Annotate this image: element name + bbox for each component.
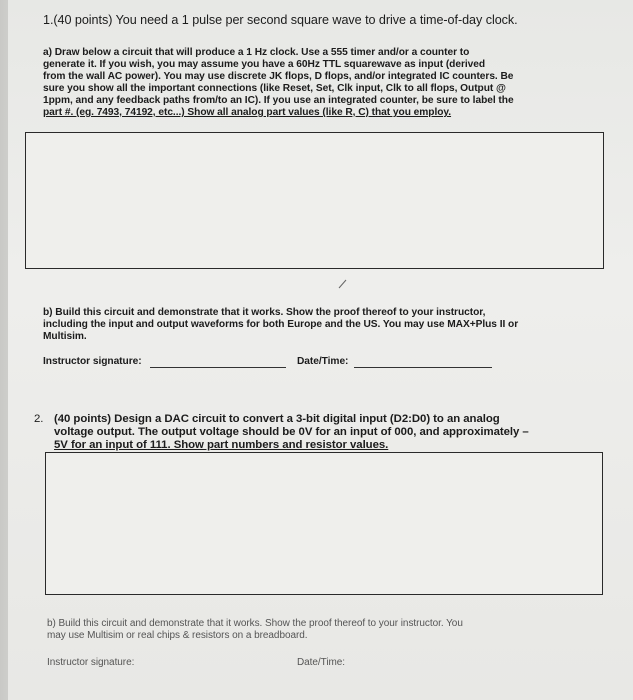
q1-part-a-line: a) Draw below a circuit that will produce a 1 Hz clock. Use a 555 timer and/or a counter to xyxy=(43,47,470,58)
q2-date-label: Date/Time: xyxy=(297,657,346,668)
q2-answer-box[interactable] xyxy=(45,452,603,595)
q1-date-line[interactable] xyxy=(354,367,492,368)
question-1-title: 1.(40 points) You need a 1 pulse per second square wave to drive a time-of-day clock. xyxy=(43,13,518,27)
q2-line: voltage output. The output voltage should be 0V for an input of 000, and approximately – xyxy=(54,426,529,438)
q1-part-b-line: including the input and output waveforms for both Europe and the US. You may use MAX+Plus II or xyxy=(43,319,519,330)
q2-line: (40 points) Design a DAC circuit to convert a 3-bit digital input (D2:D0) to an analog xyxy=(54,413,500,425)
q1-date-label: Date/Time: xyxy=(297,356,349,367)
q1-signature-line[interactable] xyxy=(150,367,286,368)
q1-part-a-line: 1ppm, and any feedback paths from/to an IC). If you use an integrated counter, be sure to label the xyxy=(43,95,514,106)
q1-part-b-line: Multisim. xyxy=(43,331,87,342)
q1-part-a-line: generate it. If you wish, you may assume you have a 60Hz TTL squarewave as input (derived xyxy=(43,59,486,70)
q1-signature-label: Instructor signature: xyxy=(43,356,142,367)
q2-line: 5V for an input of 111. Show part numbers and resistor values. xyxy=(54,439,389,451)
q1-part-a-line: sure you show all the important connections (like Reset, Set, Clk input, Clk to all flops, Output @ xyxy=(43,83,506,94)
q1-part-b-line: b) Build this circuit and demonstrate that it works. Show the proof thereof to your instructor, xyxy=(43,307,486,318)
pencil-mark xyxy=(338,279,348,289)
q2-part-b-line: b) Build this circuit and demonstrate that it works. Show the proof thereof to your instructor. You xyxy=(47,618,463,629)
question-2-number: 2. xyxy=(34,413,44,425)
q2-part-b-line: may use Multisim or real chips & resistors on a breadboard. xyxy=(47,630,308,641)
q2-signature-label: Instructor signature: xyxy=(47,657,135,668)
q1-part-a-line: part #. (eg. 7493, 74192, etc...) Show all analog part values (like R, C) that you employ. xyxy=(43,107,452,118)
q1-part-a-line: from the wall AC power). You may use discrete JK flops, D flops, and/or integrated IC counters. Be xyxy=(43,71,514,82)
q1-answer-box[interactable] xyxy=(25,132,604,269)
